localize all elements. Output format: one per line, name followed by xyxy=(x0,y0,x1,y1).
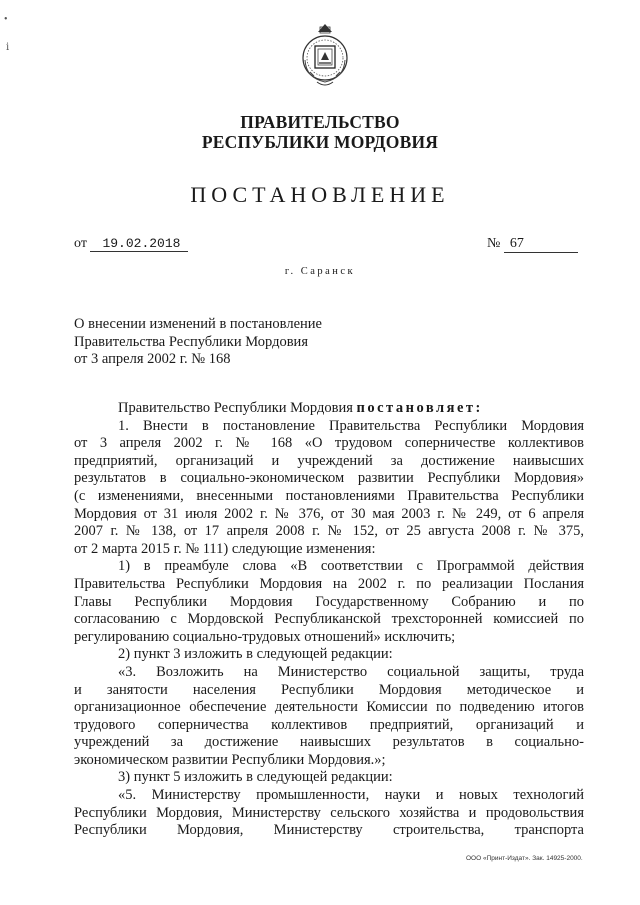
body-line: трудового соперничества коллективов предприятий, организаций и xyxy=(74,716,584,733)
body-line: 3) пункт 5 изложить в следующей редакции: xyxy=(118,769,393,786)
body-line: результатов в социально-экономическом развитии Республики Мордовия» xyxy=(74,470,584,487)
date-prefix: от xyxy=(74,236,87,251)
printer-imprint: ООО «Принт-Издат». Зак. 14925-2000. xyxy=(466,855,583,862)
body-line: Республики Мордовия, Министерству строительства, транспорта xyxy=(74,822,584,839)
body-line: 1. Внести в постановление Правительства Республики Мордовия xyxy=(118,417,584,434)
intro-verb: постановляет: xyxy=(356,400,483,416)
body-line: предприятий, организаций и учреждений за достижение наивысших xyxy=(74,452,584,469)
body-line: «3. Возложить на Министерство социальной защиты, труда xyxy=(118,663,584,680)
body-line: регулированию социально-трудовых отношений» исключить; xyxy=(74,628,456,645)
body-line: согласованию с Мордовской Республиканской трехсторонней комиссией по xyxy=(74,611,584,628)
number-value: 67 xyxy=(504,236,578,253)
body-line: 2) пункт 3 изложить в следующей редакции: xyxy=(118,646,393,663)
document-date xyxy=(74,236,188,252)
body-line: «5. Министерству промышленности, науки и новых технологий xyxy=(118,787,584,804)
body-line: организационное обеспечение деятельности Комиссии по подведению итогов xyxy=(74,699,584,716)
body-line: Мордовия от 31 июля 2002 г. № 376, от 30 мая 2003 г. № 249, от 6 апреля xyxy=(74,505,584,522)
intro-text: Правительство Республики Мордовия xyxy=(118,400,353,416)
coat-of-arms-icon xyxy=(300,20,350,94)
body-line: 1) в преамбуле слова «В соответствии с Программой действия xyxy=(118,558,584,575)
body-line: учреждений за достижение наивысших результатов в социально- xyxy=(74,734,584,751)
body-line: Республики Мордовия, Министерству сельского хозяйства и продовольствия xyxy=(74,804,584,821)
body-line: от 2 марта 2015 г. № 111) следующие изменения: xyxy=(74,540,376,557)
body-line: от 3 апреля 2002 г. № 168 «О трудовом соперничестве коллективов xyxy=(74,435,584,452)
body-line: (с изменениями, внесенными постановлениями Правительства Республики xyxy=(74,487,584,504)
document-type-title: ПОСТАНОВЛЕНИЕ xyxy=(190,182,450,207)
body-line: экономическом развитии Республики Мордовия.»; xyxy=(74,751,386,768)
org-name-line-2: РЕСПУБЛИКИ МОРДОВИЯ xyxy=(201,132,439,152)
document-subject xyxy=(74,316,322,369)
body-intro xyxy=(74,400,584,418)
document-body xyxy=(74,400,584,840)
org-name-line-1: ПРАВИТЕЛЬСТВО xyxy=(240,112,400,132)
date-value: 19.02.2018 xyxy=(90,236,188,252)
body-line: 2007 г. № 138, от 17 апреля 2008 г. № 152, от 25 августа 2008 г. № 375, xyxy=(74,523,584,540)
scan-mark: • xyxy=(4,14,8,25)
subject-line: О внесении изменений в постановление xyxy=(74,316,322,332)
scan-mark: ⅰ xyxy=(6,42,10,53)
body-line: Правительства Республики Мордовия на 2002 г. по реализации Послания xyxy=(74,575,584,592)
body-line: Главы Республики Мордовия Государственному Собранию и по xyxy=(74,593,584,610)
subject-line: Правительства Республики Мордовия xyxy=(74,333,308,350)
subject-line: от 3 апреля 2002 г. № 168 xyxy=(74,351,231,367)
document-number xyxy=(487,236,578,253)
city-name: г. Саранск xyxy=(284,266,356,277)
body-line: и занятости населения Республики Мордовия методическое и xyxy=(74,681,584,698)
number-prefix: № xyxy=(487,236,501,251)
